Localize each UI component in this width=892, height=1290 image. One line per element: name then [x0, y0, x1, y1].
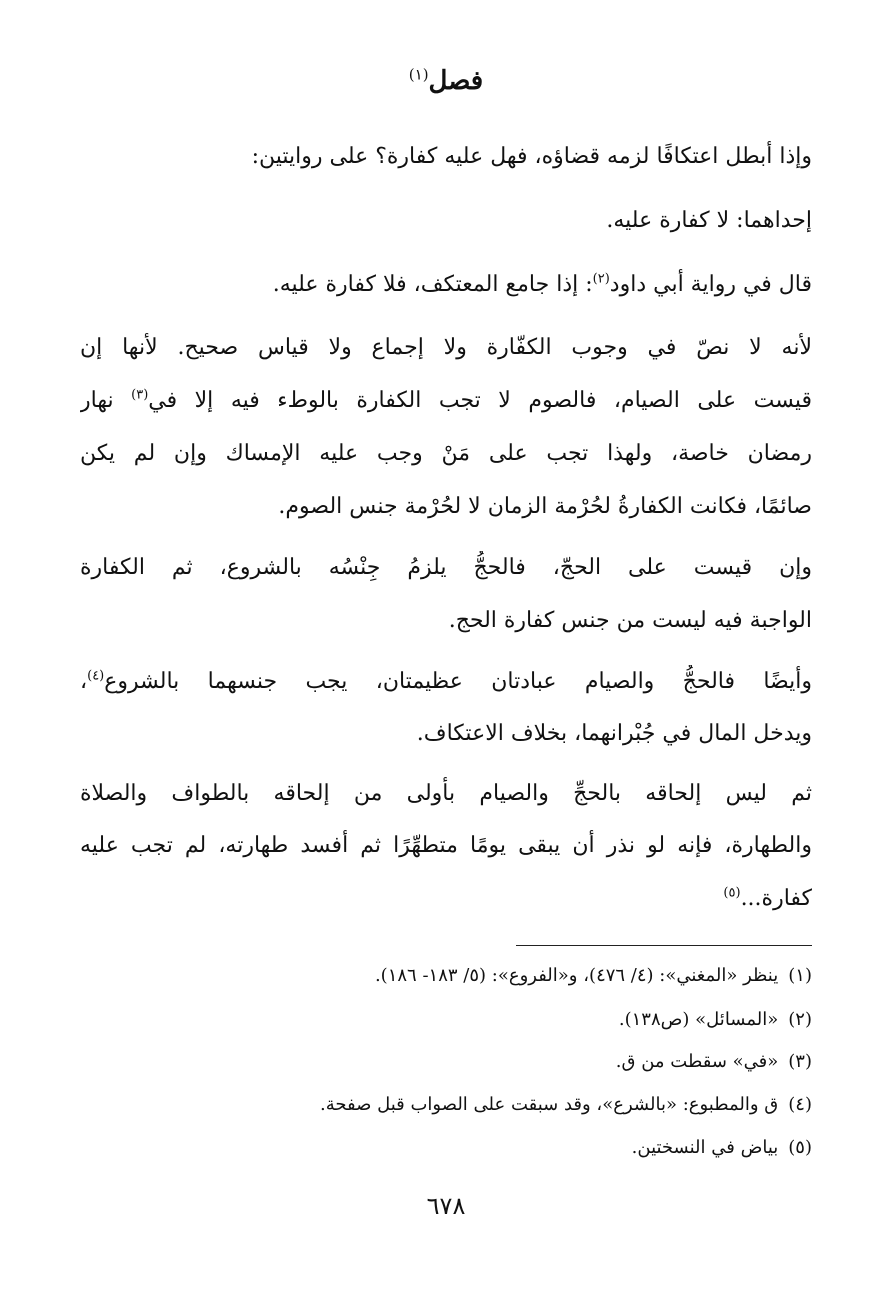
- text-span: كفارة...: [740, 886, 812, 911]
- footnote: [200, 1048, 812, 1076]
- paragraph-line: رمضان خاصة، ولهذا تجب على مَنْ وجب عليه الإمساك وإن لم يكن: [80, 441, 812, 466]
- paragraph-line: وإذا أبطل اعتكافًا لزمه قضاؤه، فهل عليه كفارة؟ على روايتين:: [251, 144, 812, 169]
- footnote-text: «المسائل» (ص١٣٨).: [618, 1009, 779, 1030]
- heading-title: فصل: [428, 66, 484, 96]
- text-span: وأيضًا فالحجُّ والصيام عبادتان عظيمتان، يجب جنسهما بالشروع: [104, 669, 812, 694]
- heading-note-ref: (١): [408, 65, 429, 84]
- footnote-ref: (٣): [131, 387, 149, 403]
- footnote-ref: (٢): [592, 271, 610, 287]
- footnote: [200, 1006, 812, 1034]
- footnote-number: (٥): [788, 1137, 812, 1158]
- footnote-text: ق والمطبوع: «بالشرع»، وقد سبقت على الصواب قبل صفحة.: [319, 1094, 779, 1115]
- text-span: ،: [80, 669, 88, 694]
- page-number: ٦٧٨: [426, 1192, 466, 1220]
- paragraph-line: [80, 882, 812, 916]
- paragraph-line: [80, 665, 812, 699]
- paragraph-line: والطهارة، فإنه لو نذر أن يبقى يومًا متطهِّرًا ثم أفسد طهارته، لم تجب عليه: [80, 833, 812, 858]
- paragraph-line: ويدخل المال في جُبْرانهما، بخلاف الاعتكاف.: [416, 721, 812, 746]
- text-span: نهار: [80, 388, 132, 413]
- footnote-text: «في» سقطت من ق.: [615, 1051, 779, 1072]
- footnote: [200, 1134, 812, 1162]
- footnote-ref: (٤): [87, 668, 105, 684]
- footnote-ref: (٥): [723, 885, 741, 901]
- text-span: قيست على الصيام، فالصوم لا تجب الكفارة بالوطء فيه إلا في: [148, 388, 812, 413]
- footnote-text: بياض في النسختين.: [631, 1137, 779, 1158]
- paragraph-line: الواجبة فيه ليست من جنس كفارة الحج.: [448, 608, 812, 633]
- footnote-text: ينظر «المغني»: (٤/ ٤٧٦)، و«الفروع»: (٥/ ١٨٣- ١٨٦).: [374, 965, 779, 986]
- paragraph-line: إحداهما: لا كفارة عليه.: [606, 208, 812, 233]
- paragraph-line: وإن قيست على الحجّ، فالحجُّ يلزمُ جِنْسُه بالشروع، ثم الكفارة: [80, 555, 812, 580]
- text-span: قال في رواية أبي داود: [609, 272, 812, 297]
- footnote-number: (٣): [788, 1051, 812, 1072]
- paragraph-line: [80, 268, 812, 302]
- paragraph-line: [80, 384, 812, 418]
- paragraph-line: لأنه لا نصّ في وجوب الكفّارة ولا إجماع ولا قياس صحيح. لأنها إن: [80, 335, 812, 360]
- text-span: : إذا جامع المعتكف، فلا كفارة عليه.: [272, 272, 593, 297]
- paragraph-line: صائمًا، فكانت الكفارةُ لحُرْمة الزمان لا لحُرْمة جنس الصوم.: [278, 494, 812, 519]
- footnote-number: (١): [788, 965, 812, 986]
- paragraph-line: ثم ليس إلحاقه بالحجِّ والصيام بأولى من إلحاقه بالطواف والصلاة: [80, 781, 812, 806]
- section-heading: [0, 66, 892, 96]
- footnote-number: (٢): [788, 1009, 812, 1030]
- footnote-divider: [516, 945, 812, 946]
- footnote-number: (٤): [788, 1094, 812, 1115]
- footnote: [200, 1091, 812, 1119]
- footnote: [200, 962, 812, 990]
